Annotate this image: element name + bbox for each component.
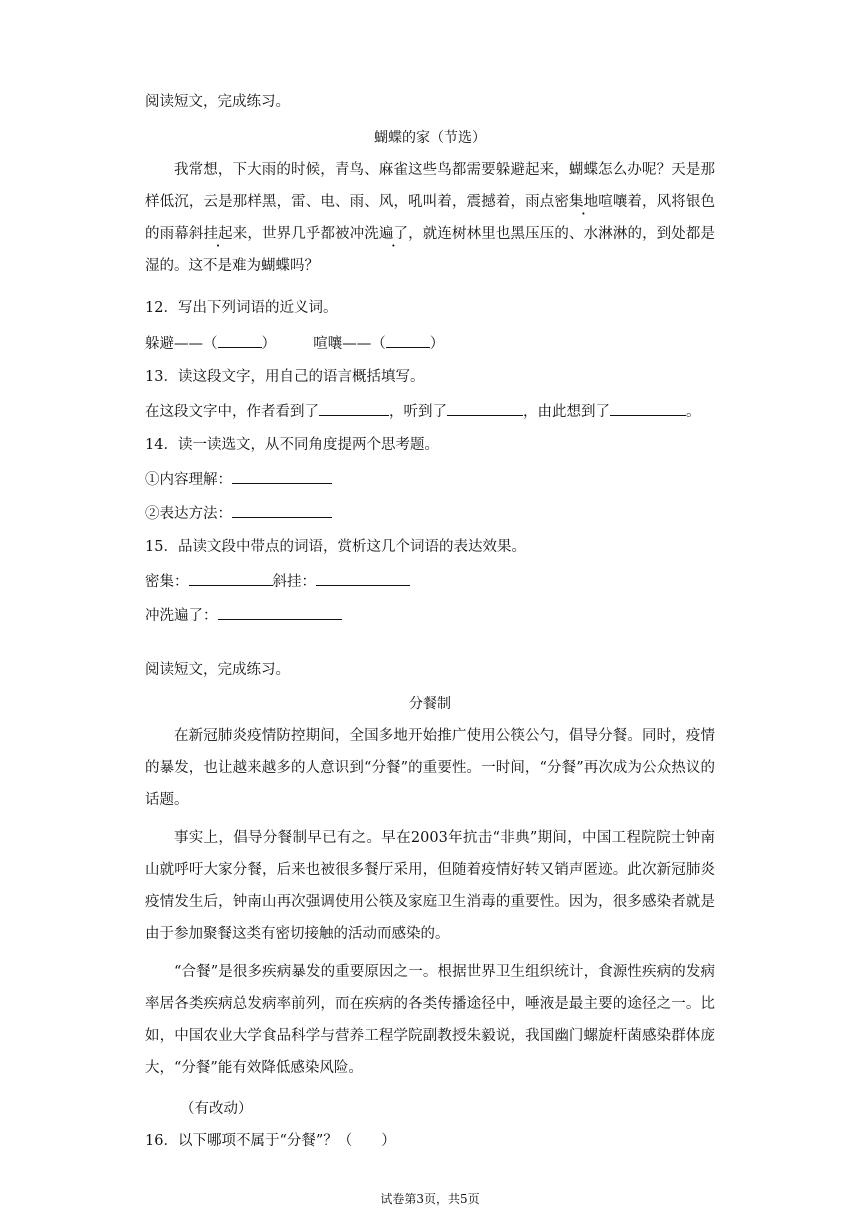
question-12-answers: 躲避——（ ） 喧嚷——（ ）	[145, 333, 748, 354]
answer-blank-1[interactable]	[218, 333, 262, 348]
section1-title: 蝴蝶的家（节选）	[374, 130, 486, 146]
answer-blank-seen[interactable]	[319, 401, 389, 416]
question-15-answers: 密集： 斜挂：	[145, 571, 748, 592]
page-footer: 试卷第3页，共5页	[380, 1192, 480, 1206]
section1-passage: 我常想，下大雨的时候，青鸟、麻雀这些鸟都需要躲避起来，蝴蝶怎么办呢？天是那样低沉，云是那样黑，雷、电、雨、风，吼叫着，震撼着，雨点密集地喧嚷着，风将银色的雨幕斜挂起来，世界几乎都被冲洗遍了，就连树林里也黑压压的、水淋淋的，到处都是湿的。这不是难为蝴蝶吗？	[145, 162, 716, 274]
question-15-answer-c: 冲洗遍了：	[145, 605, 748, 626]
section2-paragraph-3: “合餐”是很多疾病暴发的重要原因之一。根据世界卫生组织统计，食源性疾病的发病率居各类疾病总发病率前列，而在疾病的各类传播途径中，唾液是最主要的途径之一。比如，中国农业大学食品科学与营养工程学院副教授朱毅说，我国幽门螺旋杆菌感染群体庞大，“分餐”能有效降低感染风险。	[145, 964, 715, 1076]
dotted-word-xiegua: 斜挂	[188, 226, 219, 242]
answer-blank-content[interactable]	[232, 469, 332, 484]
answer-blank-miji[interactable]	[189, 571, 273, 586]
revision-note: （有改动）	[180, 1101, 253, 1117]
dotted-word-chongxi: 冲洗遍了	[349, 226, 409, 242]
question-15: 15．品读文段中带点的词语，赏析这几个词语的表达效果。	[145, 539, 526, 555]
question-14-item-2: ②表达方法：	[145, 503, 748, 524]
question-14: 14．读一读选文，从不同角度提两个思考题。	[145, 437, 439, 453]
question-16: 16．以下哪项不属于“分餐”？（ ）	[145, 1133, 396, 1149]
question-13-answers: 在这段文字中，作者看到了 ，听到了 ，由此想到了 。	[145, 401, 748, 422]
question-12: 12．写出下列词语的近义词。	[145, 300, 338, 316]
answer-blank-heard[interactable]	[447, 401, 523, 416]
section2-title: 分餐制	[409, 696, 451, 712]
section1-intro: 阅读短文，完成练习。	[145, 94, 290, 110]
section2-paragraph-2: 事实上，倡导分餐制早已有之。早在2003年抗击“非典”期间，中国工程院院士钟南山就呼吁大家分餐，后来也被很多餐厅采用，但随着疫情好转又销声匿迹。此次新冠肺炎疫情发生后，钟南山再次强调使用公筷及家庭卫生消毒的重要性。因为，很多感染者就是由于参加聚餐这类有密切接触的活动而感染的。	[145, 830, 715, 942]
question-14-item-1: ①内容理解：	[145, 469, 748, 490]
answer-blank-2[interactable]	[386, 333, 430, 348]
question-13: 13．读这段文字，用自己的语言概括填写。	[145, 369, 425, 385]
answer-blank-xiegua[interactable]	[316, 571, 410, 586]
answer-blank-method[interactable]	[232, 503, 332, 518]
section2-paragraph-1: 在新冠肺炎疫情防控期间，全国多地开始推广使用公筷公勺，倡导分餐。同时，疫情的暴发，也让越来越多的人意识到“分餐”的重要性。一时间，“分餐”再次成为公众热议的话题。	[145, 728, 715, 808]
answer-blank-thought[interactable]	[610, 401, 686, 416]
section2-intro: 阅读短文，完成练习。	[145, 662, 290, 678]
answer-blank-chongxi[interactable]	[218, 605, 342, 620]
dotted-word-miji: 密集	[554, 194, 584, 210]
